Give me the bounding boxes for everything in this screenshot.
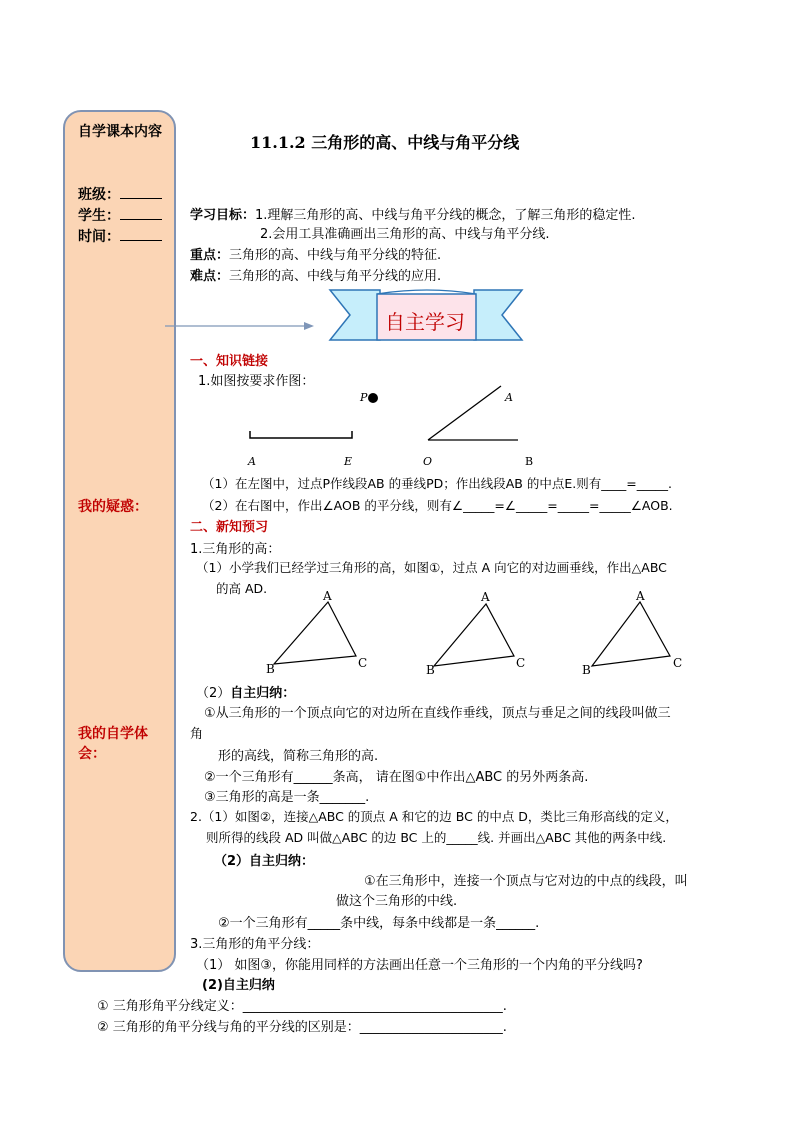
section1-q1-1: （1）在左图中，过点P作线段AB 的垂线PD；作出线段AB 的中点E.则有____=_____. [202,476,672,491]
label-o: O [423,455,433,468]
section2-q2b: 则所得的线段 AD 叫做△ABC 的边 BC 上的_____线. 并画出△ABC 其他的两条中线. [206,830,667,845]
section2-heading: 二、新知预习 [190,520,269,535]
definition-c1: ① 三角形角平分线定义：________________________________________. [97,999,507,1014]
tri2-label-c: C [516,656,526,670]
page-title: 11.1.2 三角形的高、中线与角平分线 [250,133,520,152]
banner-label: 自主学习 [385,310,465,334]
section2-s1c: 形的高线，简称三角形的高. [218,749,379,764]
section2-q3-1: （1） 如图③，你能用同样的方法画出任意一个三角形的一个内角的平分线吗? [196,958,643,973]
tri3-label-c: C [673,656,683,670]
triangle-2 [434,604,514,666]
section2-q2a: 2.（1）如图②，连接△ABC 的顶点 A 和它的边 BC 的中点 D，类比三角形高线的定义， [190,809,678,824]
section1-q1: 1.如图按要求作图： [198,374,315,389]
section2-q2-s1b: 做这个三角形的中线. [336,894,458,909]
difficulty: 难点：三角形的高、中线与角平分线的应用. [190,269,442,284]
section2-s1a: ①从三角形的一个顶点向它的对边所在直线作垂线，顶点与垂足之间的线段叫做三 [204,706,671,721]
tri1-label-a: A [323,589,332,603]
triangle-1 [274,602,356,664]
label-p: P [360,391,368,404]
student-label: 学生： [78,205,162,225]
tri1-label-b: B [266,662,275,676]
tri3-label-a: A [636,589,645,603]
section1-heading: 一、知识链接 [190,354,269,369]
section2-summary: （2）自主归纳： [196,686,296,701]
key-point: 重点：三角形的高、中线与角平分线的特征. [190,248,442,263]
label-e: E [344,455,353,468]
section2-q2-s1a: ①在三角形中，连接一个顶点与它对边的中点的线段，叫 [364,874,688,889]
section2-q2-summary: （2）自主归纳： [214,854,315,869]
label-a-right: A [505,391,513,404]
section2-q3: 3.三角形的角平分线： [190,937,320,952]
label-a-left: A [248,455,256,468]
tri3-label-b: B [582,663,591,677]
time-label: 时间： [78,226,162,246]
section2-q1-1a: （1）小学我们已经学过三角形的高，如图①，过点 A 向它的对边画垂线，作出△ABC [196,560,667,575]
tri1-label-c: C [358,656,368,670]
tri2-label-b: B [426,663,435,677]
label-b: B [525,455,534,468]
objectives-line2: 2.会用工具准确画出三角形的高、中线与角平分线. [260,227,550,242]
section2-q3-summary: (2)自主归纳 [202,978,275,993]
arrow [165,322,314,330]
section2-q2-s2: ②一个三角形有_____条中线，每条中线都是一条______. [218,916,540,931]
definition-c2: ② 三角形的角平分线与角的平分线的区别是：______________________. [97,1020,507,1035]
section2-s1b: 角 [190,727,204,742]
reflection-label: 我的自学体会： [78,726,148,762]
doubts-label: 我的疑惑： [78,499,148,515]
section2-s2: ②一个三角形有______条高， 请在图①中作出△ABC 的另外两条高. [204,770,589,785]
triangle-3 [592,602,670,666]
section2-s3: ③三角形的高是一条_______. [204,790,370,805]
section2-q1-1b: 的高 AD. [216,581,268,596]
sidebar-title: 自学课本内容 [78,124,162,140]
section1-q1-2: （2）在右图中，作出∠AOB 的平分线，则有∠_____=∠_____=_____=_____∠AOB. [202,498,673,513]
section2-q1: 1.三角形的高： [190,542,281,557]
tri2-label-a: A [481,590,490,604]
class-label: 班级： [78,184,162,204]
left-figure [250,393,378,438]
objectives-line1: 学习目标：1.理解三角形的高、中线与角平分线的概念，了解三角形的稳定性. [190,208,636,223]
